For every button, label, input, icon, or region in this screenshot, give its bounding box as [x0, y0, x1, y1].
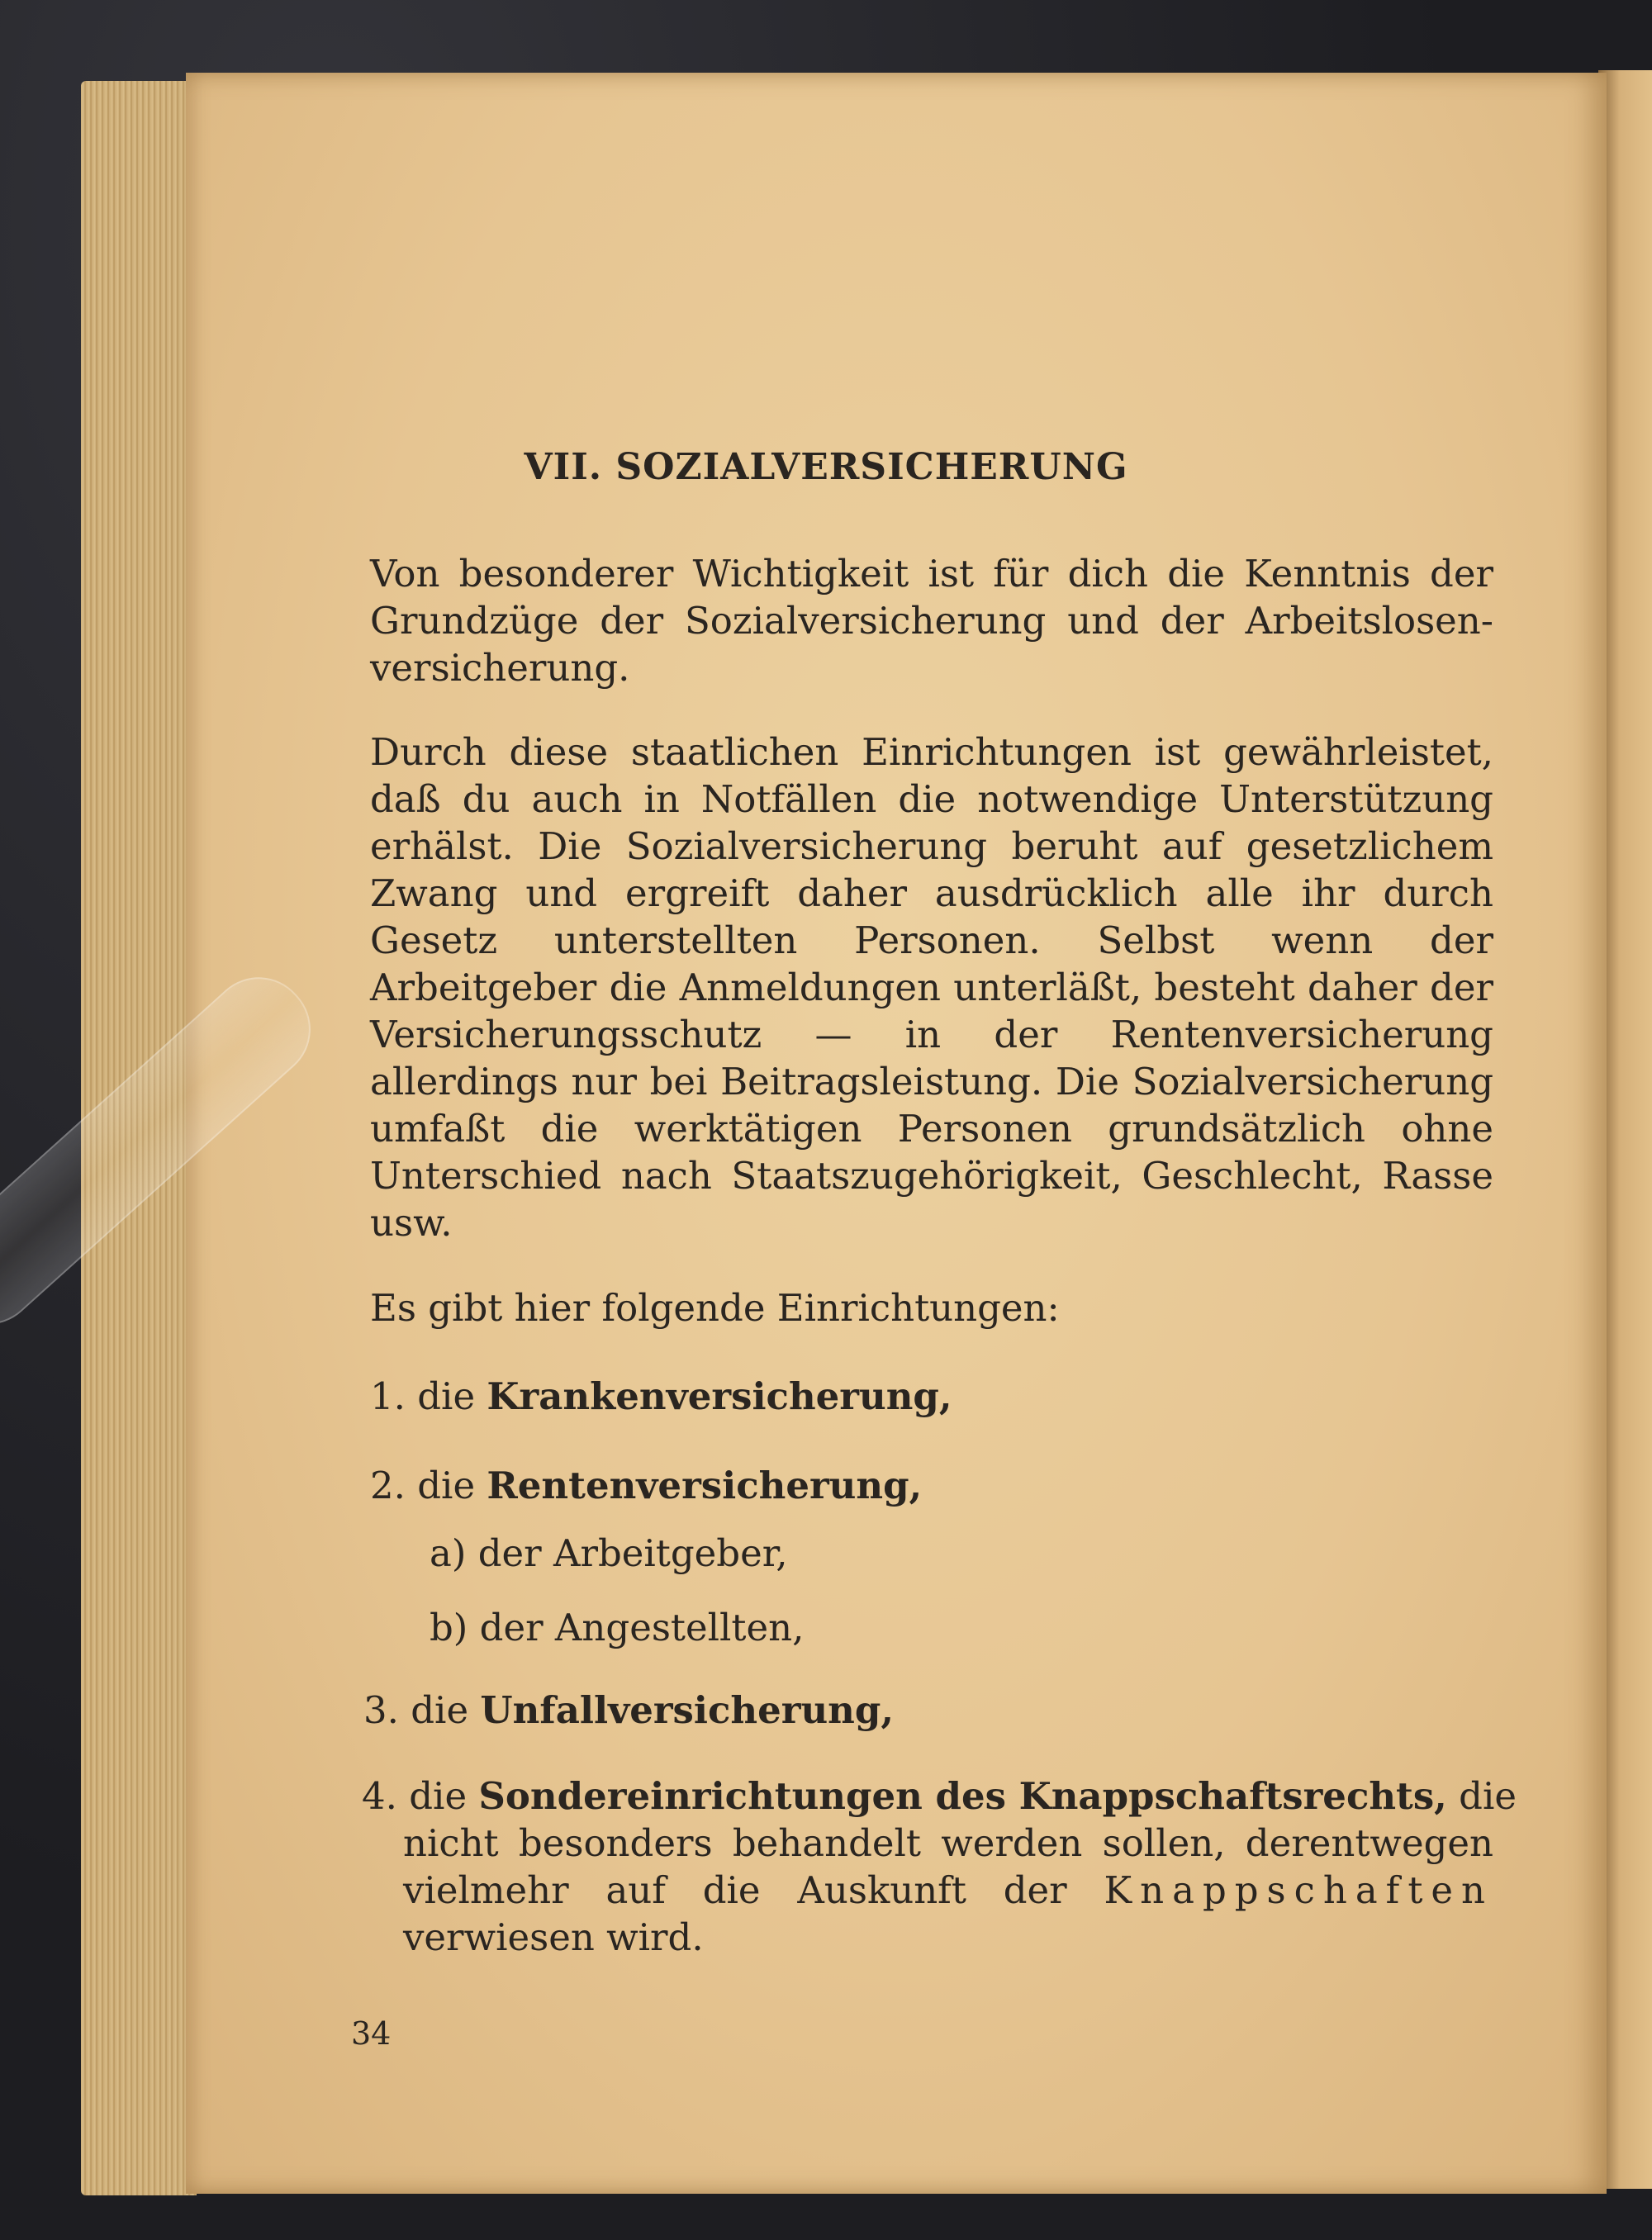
list-item-suffix: die — [1459, 1774, 1517, 1818]
paragraph-list-intro: Es gibt hier folgende Einrichtungen: — [370, 1286, 1060, 1330]
list-item-number: 1. — [370, 1374, 406, 1418]
list-subitem-a: a) der Arbeitgeber, — [430, 1531, 788, 1575]
list-item-4-continuation — [403, 1820, 1493, 1961]
paragraph-intro: Von besonderer Wichtigkeit ist für dich die Kenntnis der Grundzüge der Sozialversicherung und der Arbeitslosen-versicherung. — [370, 552, 1493, 690]
list-item-term: Sondereinrichtungen des Knappschaftsrechts, — [478, 1774, 1447, 1818]
list-item-term: Krankenversicherung, — [487, 1374, 952, 1418]
list-item-2 — [370, 1462, 922, 1509]
list-item-term: Unfallversicherung, — [480, 1688, 895, 1732]
list-item-4 — [362, 1773, 1517, 1961]
list-item-number: 4. — [362, 1774, 397, 1818]
list-item-3 — [363, 1687, 894, 1734]
paragraph-body: Durch diese staatlichen Einrichtungen ist gewährleistet, daß du auch in Notfällen die notwendige Unterstützung erhälst. Die Sozialversicherung beruht auf gesetzlichem Zwang und ergreift daher ausdrücklich alle ihr durch Gesetz unterstellten Personen. Selbst wenn der Arbeitgeber die Anmeldungen unterläßt, besteht daher der Versicherungsschutz — in der Rentenversicherung allerdings nur bei Beitragsleistung. Die Sozialversicherung umfaßt die werktätigen Personen grundsätzlich ohne Unterschied nach Staatszugehörigkeit, Geschlecht, Rasse usw. — [370, 730, 1493, 1245]
list-item-prefix: die — [417, 1464, 476, 1507]
list-item-number: 2. — [370, 1464, 406, 1507]
list-item-prefix: die — [417, 1374, 476, 1418]
chapter-heading: VII. SOZIALVERSICHERUNG — [524, 446, 1128, 488]
list-item-4-first-line — [362, 1773, 1517, 1820]
list-item-4-end: verwiesen wird. — [403, 1915, 704, 1959]
list-item-number: 3. — [363, 1688, 399, 1732]
list-item-prefix: die — [411, 1688, 469, 1732]
list-item-term: Rentenversicherung, — [487, 1464, 923, 1507]
list-item-4-spaced-term: Knappschaften — [1104, 1868, 1494, 1912]
list-subitem-b: b) der Angestellten, — [430, 1606, 805, 1649]
list-item-prefix: die — [409, 1774, 468, 1818]
list-item-4-text: nicht besonders behandelt werden sollen, derentwegen vielmehr auf die Auskunft der — [403, 1821, 1493, 1912]
page-number: 34 — [351, 2015, 392, 2052]
list-item-1 — [370, 1373, 952, 1420]
